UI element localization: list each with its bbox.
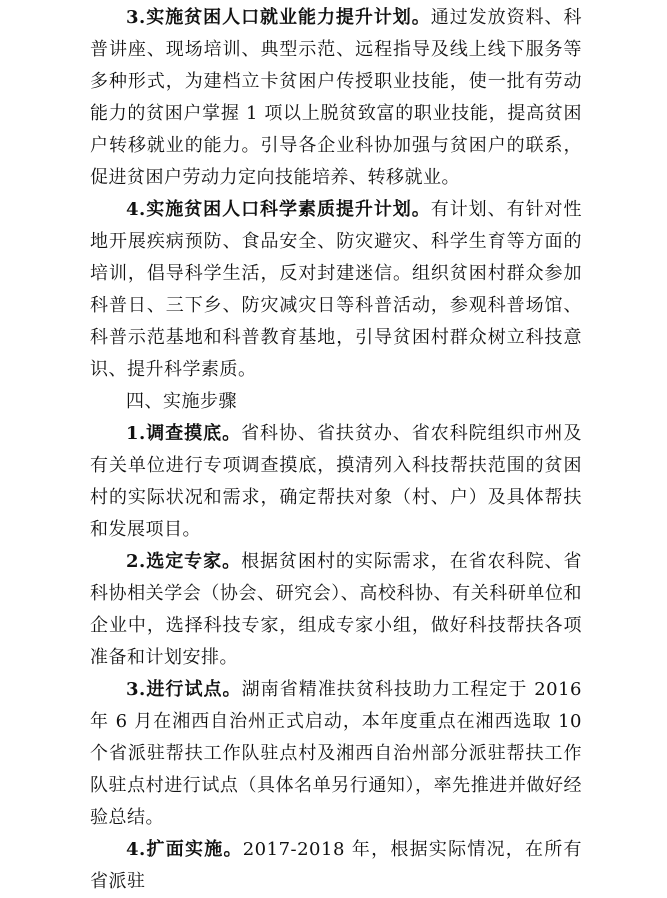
paragraph-employment-plan xyxy=(90,2,582,194)
step-lead: 2.选定专家。 xyxy=(126,551,242,572)
step-lead: 1.调查摸底。 xyxy=(126,423,242,444)
step-lead: 3.进行试点。 xyxy=(126,679,242,700)
paragraph-body: 有计划、有针对性地开展疾病预防、食品安全、防灾避灾、科学生育等方面的培训，倡导科学生活，反对封建迷信。组织贫困村群众参加科普日、三下乡、防灾减灾日等科普活动，参观科普场馆、科普示范基地和科普教育基地，引导贫困村群众树立科技意识、提升科学素质。 xyxy=(90,199,583,380)
step-select-experts xyxy=(90,546,582,674)
paragraph-body: 通过发放资料、科普讲座、现场培训、典型示范、远程指导及线上线下服务等多种形式，为建档立卡贫困户传授职业技能，使一批有劳动能力的贫困户掌握 1 项以上脱贫致富的职业技能，提高贫困户转移就业的能力。引导各企业科协加强与贫困户的联系，促进贫困户劳动力定向技能培养、转移就业。 xyxy=(90,7,583,188)
step-body: 根据贫困村的实际需求，在省农科院、省科协相关学会（协会、研究会）、高校科协、有关科研单位和企业中，选择科技专家，组成专家小组，做好科技帮扶各项准备和计划安排。 xyxy=(90,551,583,668)
paragraph-science-literacy-plan xyxy=(90,194,582,386)
document-page xyxy=(90,0,582,898)
step-lead: 4.扩面实施。 xyxy=(126,839,243,860)
paragraph-lead: 3.实施贫困人口就业能力提升计划。 xyxy=(126,7,431,28)
step-body: 省科协、省扶贫办、省农科院组织市州及有关单位进行专项调查摸底，摸清列入科技帮扶范围的贫困村的实际状况和需求，确定帮扶对象（村、户）及具体帮扶和发展项目。 xyxy=(90,423,583,540)
step-body: 湖南省精准扶贫科技助力工程定于 2016 年 6 月在湘西自治州正式启动，本年度重点在湘西选取 10 个省派驻帮扶工作队驻点村及湘西自治州部分派驻帮扶工作队驻点村进行试点（具体名单另行通知），率先推进并做好经验总结。 xyxy=(90,679,583,828)
step-body: 2017-2018 年，根据实际情况，在所有省派驻 xyxy=(90,839,582,892)
paragraph-lead: 4.实施贫困人口科学素质提升计划。 xyxy=(126,199,431,220)
step-expand xyxy=(90,834,582,898)
section-heading: 四、实施步骤 xyxy=(126,391,237,412)
step-survey xyxy=(90,418,582,546)
step-pilot xyxy=(90,674,582,834)
